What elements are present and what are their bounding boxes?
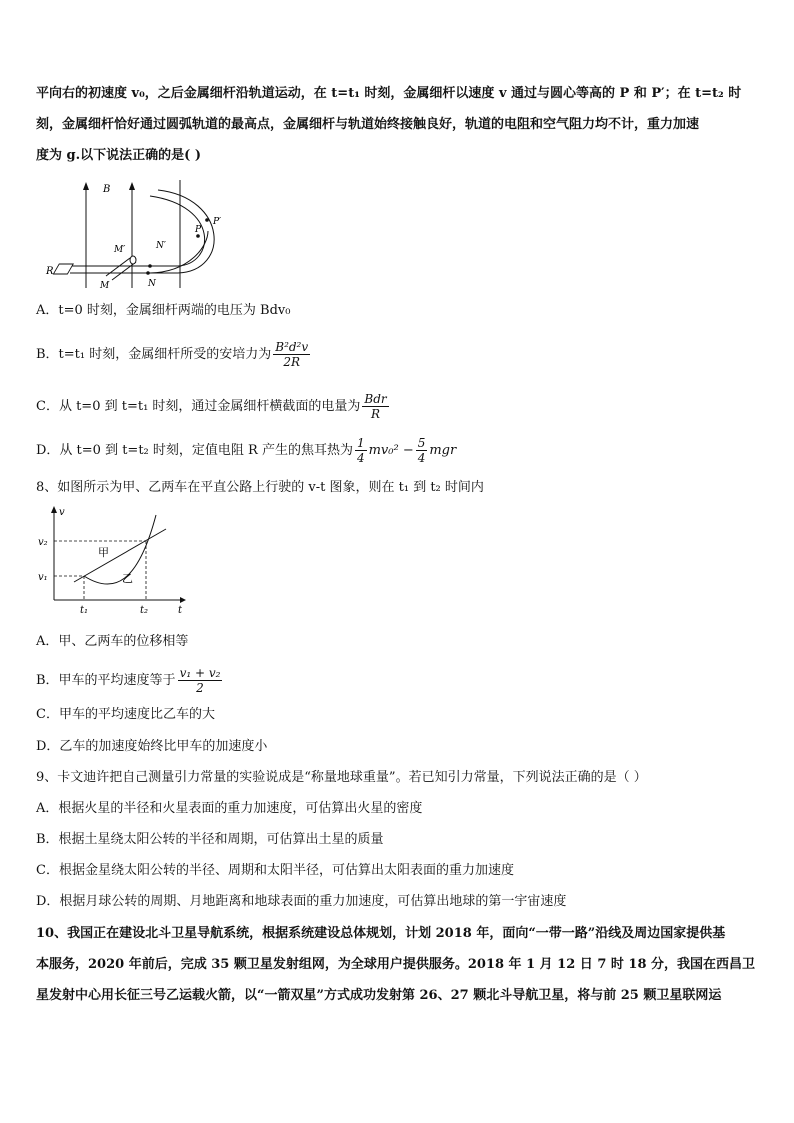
label-M: M: [100, 281, 110, 291]
q7-option-d: [36, 436, 456, 465]
q9-option-b: B．根据土星绕太阳公转的半径和周期，可估算出土星的质量: [36, 832, 384, 847]
frac-num: v₁ + v₂: [179, 666, 221, 680]
label-jia: 甲: [98, 546, 109, 559]
q7-option-c: [36, 392, 391, 421]
q7-intro-line2: 刻，金属细杆恰好通过圆弧轨道的最高点，金属细杆与轨道始终接触良好，轨道的电阻和空气阻力均不计，重力加速: [36, 117, 700, 132]
frac-den: 4: [417, 451, 426, 465]
frac-num: 1: [356, 436, 365, 450]
point-Np: [148, 264, 152, 268]
t-axis-arrow: [180, 597, 186, 603]
label-t: t: [178, 605, 183, 615]
q9-option-c: C．根据金星绕太阳公转的半径、周期和太阳半径，可估算出太阳表面的重力加速度: [36, 863, 514, 878]
q8-vt-graph: [34, 503, 194, 615]
frac-den: 2: [196, 681, 204, 695]
frac-num: 5: [417, 436, 426, 450]
q7-rail-figure: [40, 176, 240, 292]
q9-option-a: A．根据火星的半径和火星表面的重力加速度，可估算出火星的密度: [36, 801, 423, 816]
q7-option-d-fraction1: [355, 436, 367, 465]
label-Pp: P′: [213, 217, 222, 227]
q7-option-d-fraction2: [416, 436, 428, 465]
point-N: [146, 271, 150, 275]
frac-num: Bdr: [364, 392, 387, 406]
point-Pp: [205, 218, 209, 222]
q8-stem: 8、如图所示为甲、乙两车在平直公路上行驶的 v-t 图象，则在 t₁ 到 t₂ 时间内: [36, 480, 484, 495]
frac-num: B²d²v: [275, 340, 309, 354]
q7-option-a: A．t=0 时刻，金属细杆两端的电压为 Bdv₀: [36, 303, 291, 318]
q7-option-b-fraction: [273, 340, 310, 369]
label-P: P: [195, 225, 202, 235]
rod-end: [130, 256, 136, 264]
q9-stem: 9、卡文迪许把自己测量引力常量的实验说成是“称量地球重量”。若已知引力常量，下列说法正确的是（ ）: [36, 770, 647, 785]
q7-option-c-text: C．从 t=0 到 t=t₁ 时刻，通过金属细杆横截面的电量为: [36, 399, 361, 414]
label-B: B: [103, 184, 111, 195]
v-axis-arrow: [51, 506, 57, 513]
label-N: N: [148, 279, 156, 289]
field-arrow-right: [129, 182, 135, 190]
q10-line1: 10、我国正在建设北斗卫星导航系统，根据系统建设总体规划，计划 2018 年，面向“一带一路”沿线及周边国家提供基: [36, 926, 726, 941]
q9-option-d: D．根据月球公转的周期、月地距离和地球表面的重力加速度，可估算出地球的第一宇宙速度: [36, 894, 567, 909]
q10-line3: 星发射中心用长征三号乙运载火箭，以“一箭双星”方式成功发射第 26、27 颗北斗导航卫星，将与前 25 颗卫星联网运: [36, 988, 722, 1003]
q8-option-a: A．甲、乙两车的位移相等: [36, 634, 189, 649]
label-v2: v₂: [38, 537, 48, 548]
label-v: v: [59, 507, 65, 518]
frac-den: 4: [356, 451, 365, 465]
q7-intro-line1: 平向右的初速度 v₀，之后金属细杆沿轨道运动，在 t=t₁ 时刻，金属细杆以速度 v 通过与圆心等高的 P 和 P′；在 t=t₂ 时: [36, 86, 742, 101]
q8-option-c: C．甲车的平均速度比乙车的大: [36, 707, 215, 722]
label-v1: v₁: [38, 572, 48, 583]
q8-option-b-text: B．甲车的平均速度等于: [36, 673, 176, 688]
q7-option-d-mid: mv₀² −: [368, 443, 414, 458]
frac-den: 2R: [283, 355, 301, 369]
label-R: R: [46, 266, 54, 277]
q7-intro-line3: 度为 g.以下说法正确的是( ): [36, 148, 201, 163]
q10-line2: 本服务，2020 年前后，完成 35 颗卫星发射组网，为全球用户提供服务。2018 年 1 月 12 日 7 时 18 分，我国在西昌卫: [36, 957, 756, 972]
label-t1: t₁: [80, 605, 89, 615]
frac-den: R: [371, 407, 381, 421]
arc-front: [158, 190, 214, 273]
q7-option-c-fraction: [362, 392, 388, 421]
q8-option-d: D．乙车的加速度始终比甲车的加速度小: [36, 739, 268, 754]
q8-option-b-fraction: [178, 666, 223, 695]
field-arrow-left: [83, 182, 89, 190]
q8-option-b: [36, 666, 224, 695]
label-Np: N′: [156, 241, 166, 251]
q7-option-d-end: mgr: [429, 443, 457, 458]
q7-option-b: [36, 340, 312, 369]
label-t2: t₂: [140, 605, 149, 615]
label-yi: 乙: [122, 572, 133, 585]
q7-option-b-text: B．t=t₁ 时刻，金属细杆所受的安培力为: [36, 347, 272, 362]
line-jia: [74, 529, 166, 582]
curve-yi: [84, 515, 156, 584]
q7-option-d-text: D．从 t=0 到 t=t₂ 时刻，定值电阻 R 产生的焦耳热为: [36, 443, 353, 458]
label-Mp: M′: [114, 245, 126, 255]
